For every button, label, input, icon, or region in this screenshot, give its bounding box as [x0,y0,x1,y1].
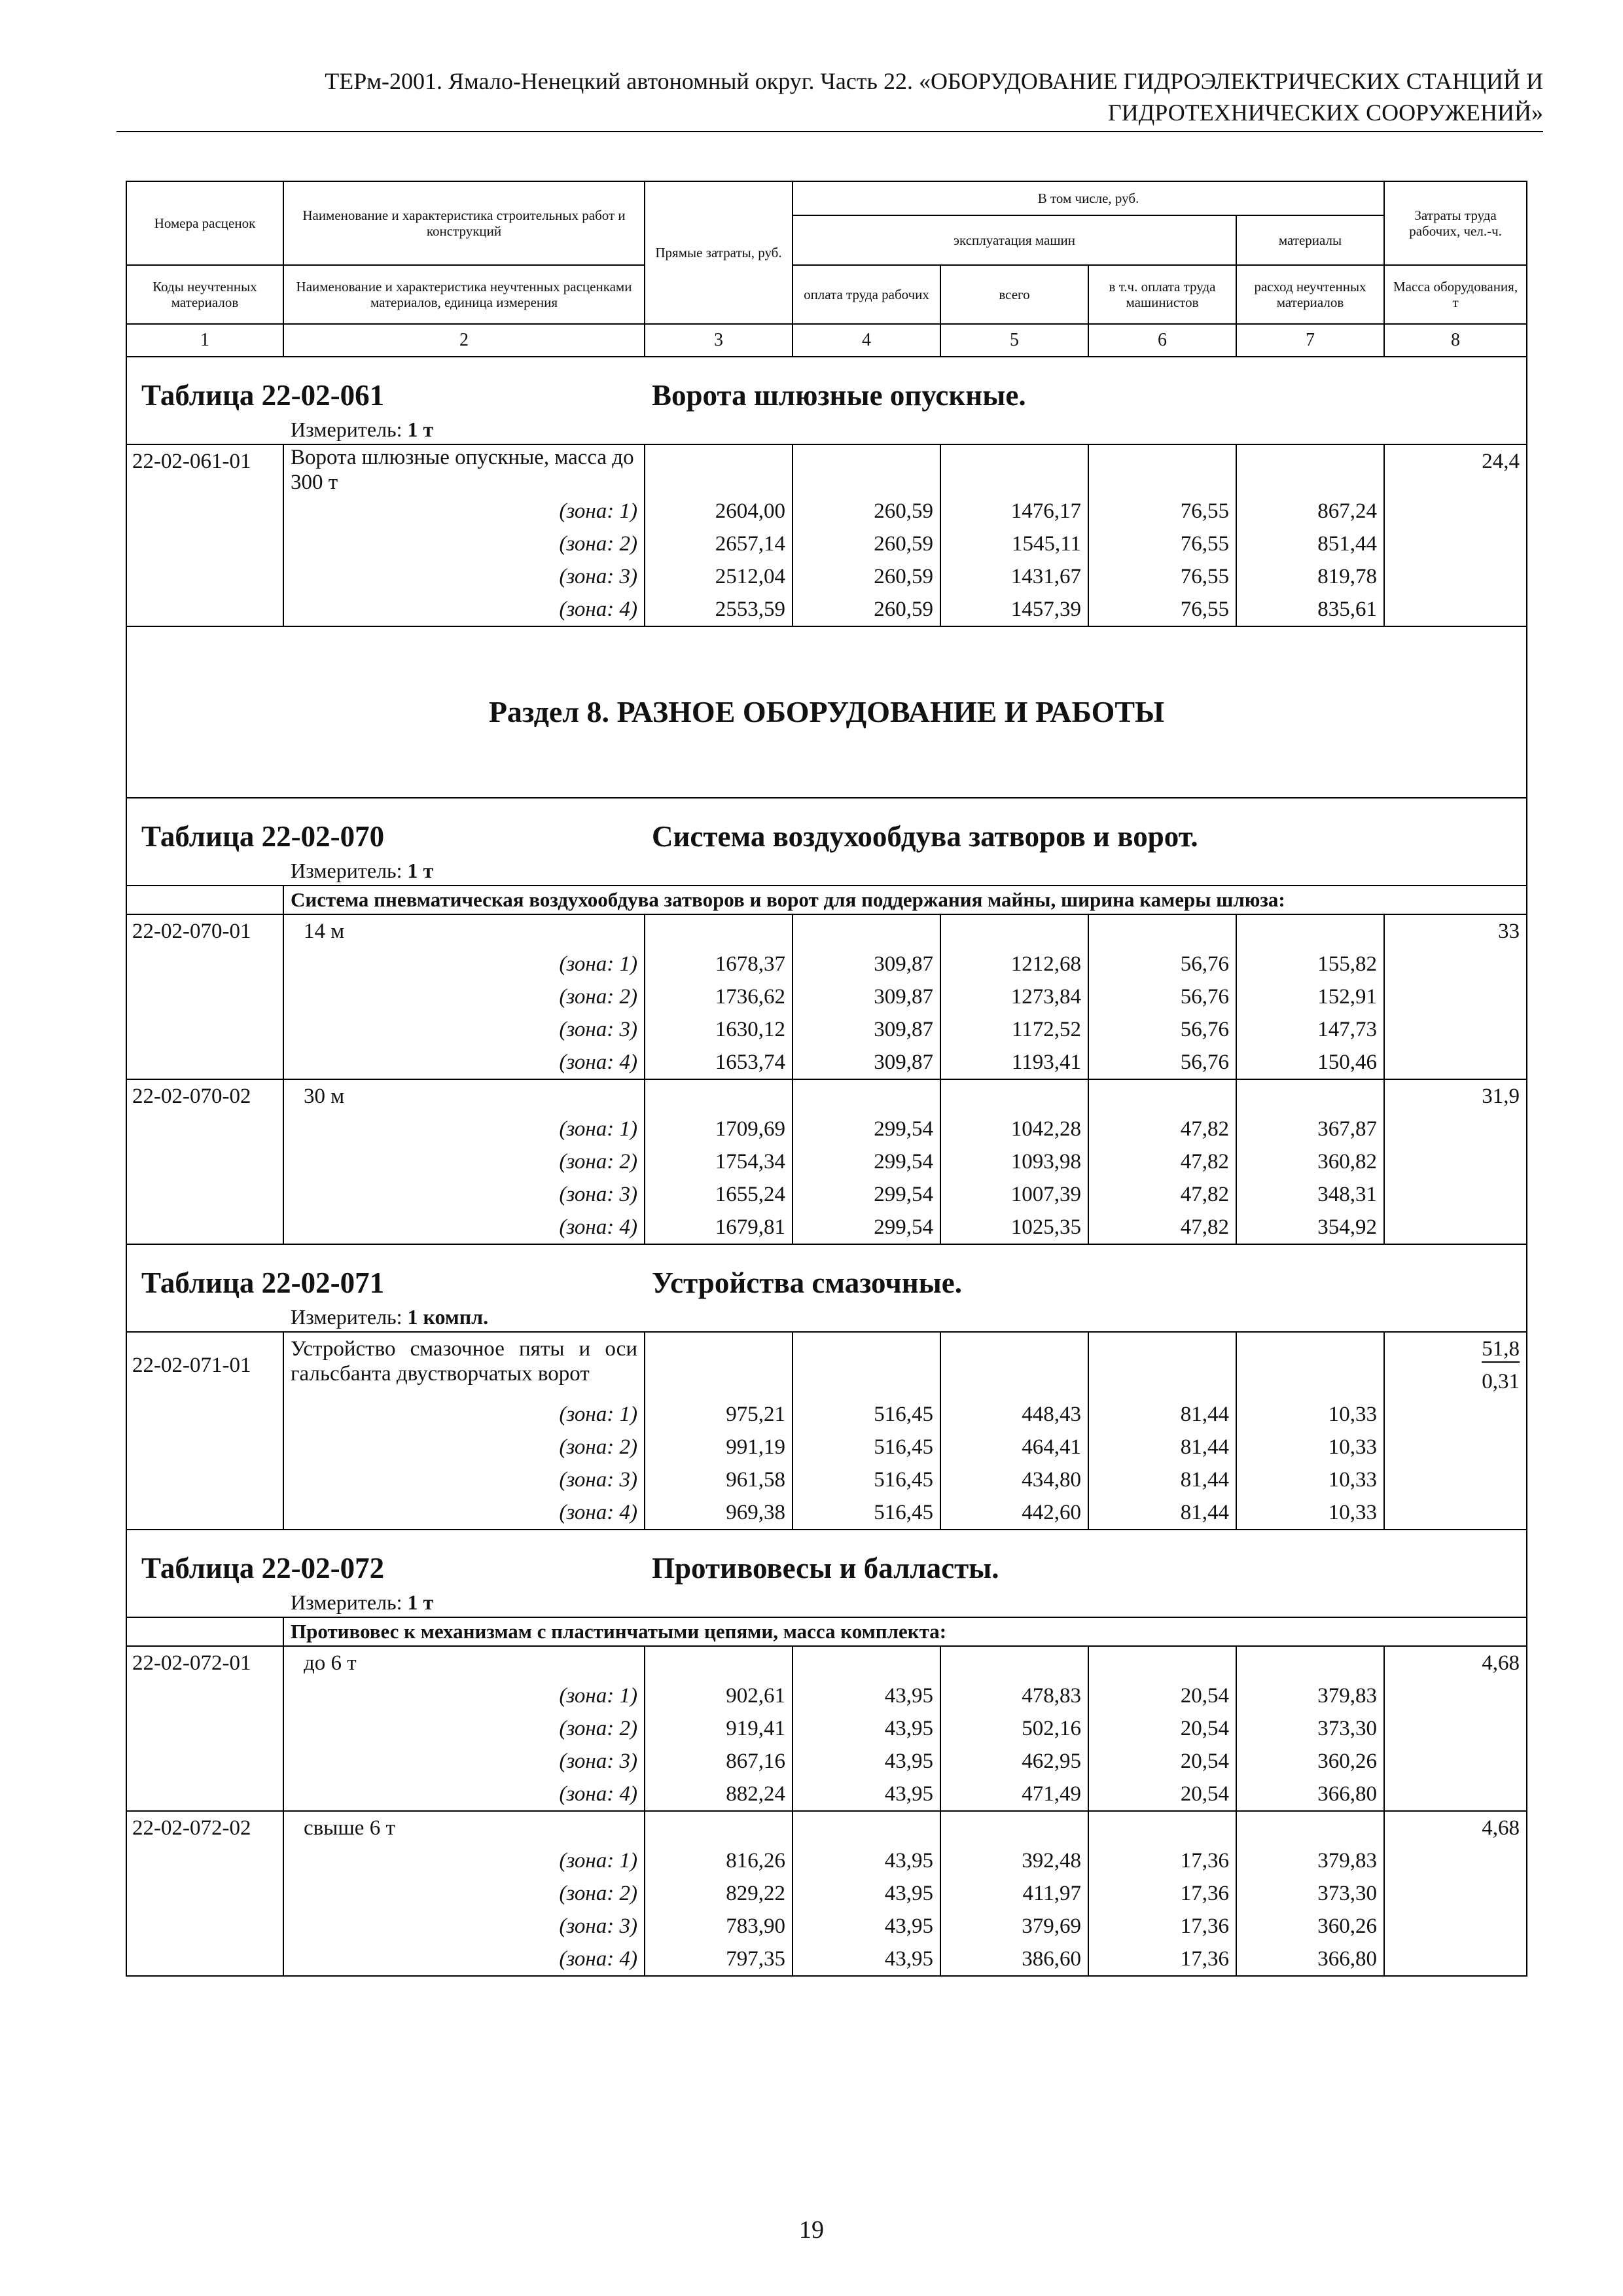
col-header-material-codes: Коды неучтенных материалов [126,265,283,324]
col-number: 5 [940,324,1088,357]
table-title: Таблица 22-02-061 [141,379,385,412]
zone-row [126,1844,1527,1877]
machines-total: 502,16 [940,1712,1088,1745]
direct-costs: 902,61 [645,1679,793,1712]
table-name: Противовесы и балласты. [652,1552,999,1585]
equipment-mass: 31,9 [1384,1079,1527,1113]
machines-total: 1193,41 [940,1046,1088,1079]
rate-code: 22-02-072-01 [126,1646,283,1679]
direct-costs: 961,58 [645,1463,793,1496]
operator-pay: 20,54 [1088,1745,1236,1778]
zone-label: (зона: 3) [283,1178,645,1211]
rate-code: 22-02-072-02 [126,1811,283,1844]
operator-pay: 17,36 [1088,1943,1236,1976]
materials-cost: 360,26 [1236,1910,1384,1943]
zone-label: (зона: 1) [283,948,645,980]
machines-total: 1172,52 [940,1013,1088,1046]
worker-pay: 309,87 [793,1046,940,1079]
col-number: 3 [645,324,793,357]
materials-cost: 10,33 [1236,1398,1384,1431]
worker-pay: 43,95 [793,1943,940,1976]
machines-total: 1431,67 [940,560,1088,593]
group-row [126,1617,1527,1646]
rate-row [126,1811,1527,1844]
worker-pay: 260,59 [793,495,940,528]
direct-costs: 882,24 [645,1778,793,1811]
machines-total: 1273,84 [940,980,1088,1013]
direct-costs: 969,38 [645,1496,793,1530]
direct-costs: 2657,14 [645,528,793,560]
worker-pay: 43,95 [793,1745,940,1778]
zone-label: (зона: 1) [283,1679,645,1712]
direct-costs: 2604,00 [645,495,793,528]
operator-pay: 56,76 [1088,1013,1236,1046]
zone-row [126,1778,1527,1811]
direct-costs: 1655,24 [645,1178,793,1211]
table-title: Таблица 22-02-072 [141,1552,385,1585]
equipment-mass: 24,4 [1384,444,1527,495]
zone-row [126,1211,1527,1244]
section-title: Раздел 8. РАЗНОЕ ОБОРУДОВАНИЕ И РАБОТЫ [126,626,1527,798]
zone-label: (зона: 3) [283,1463,645,1496]
group-description: Система пневматическая воздухообдува затворов и ворот для поддержания майны, ширина камеры шлюза: [283,886,1527,914]
worker-pay: 299,54 [793,1211,940,1244]
zone-row [126,1145,1527,1178]
worker-pay: 43,95 [793,1877,940,1910]
operator-pay: 47,82 [1088,1211,1236,1244]
measure-value: 1 т [407,1590,434,1614]
zone-label: (зона: 4) [283,593,645,626]
measure-label: Измеритель: [291,859,402,882]
col-number: 1 [126,324,283,357]
zone-row [126,1013,1527,1046]
equipment-mass: 0,31 [1482,1370,1520,1393]
materials-cost: 155,82 [1236,948,1384,980]
machines-total: 1042,28 [940,1113,1088,1145]
worker-pay: 43,95 [793,1910,940,1943]
materials-cost: 10,33 [1236,1431,1384,1463]
machines-total: 478,83 [940,1679,1088,1712]
measure-value: 1 т [407,418,434,441]
zone-row [126,1745,1527,1778]
direct-costs: 2512,04 [645,560,793,593]
zone-label: (зона: 4) [283,1943,645,1976]
group-description: Противовес к механизмам с пластинчатыми цепями, масса комплекта: [283,1617,1527,1646]
worker-pay: 299,54 [793,1113,940,1145]
worker-pay: 299,54 [793,1145,940,1178]
direct-costs: 797,35 [645,1943,793,1976]
operator-pay: 20,54 [1088,1712,1236,1745]
materials-cost: 867,24 [1236,495,1384,528]
zone-row [126,495,1527,528]
table-title: Таблица 22-02-070 [141,820,385,853]
price-table [126,181,1527,1977]
operator-pay: 20,54 [1088,1679,1236,1712]
zone-row [126,1463,1527,1496]
zone-label: (зона: 3) [283,1910,645,1943]
measure-value: 1 т [407,859,434,882]
worker-pay: 260,59 [793,593,940,626]
rate-description: Ворота шлюзные опускные, масса до 300 т [283,444,645,495]
rate-code: 22-02-071-01 [126,1332,283,1398]
direct-costs: 1653,74 [645,1046,793,1079]
operator-pay: 47,82 [1088,1145,1236,1178]
zone-label: (зона: 2) [283,1712,645,1745]
operator-pay: 81,44 [1088,1431,1236,1463]
table-name: Ворота шлюзные опускные. [652,379,1026,412]
zone-label: (зона: 3) [283,560,645,593]
col-header-material-names: Наименование и характеристика неучтенных расценками материалов, единица измерения [283,265,645,324]
zone-label: (зона: 1) [283,1398,645,1431]
direct-costs: 829,22 [645,1877,793,1910]
rate-row [126,444,1527,495]
zone-label: (зона: 4) [283,1046,645,1079]
direct-costs: 1736,62 [645,980,793,1013]
col-number: 2 [283,324,645,357]
group-row [126,886,1527,914]
equipment-mass: 4,68 [1384,1646,1527,1679]
page-number: 19 [799,2216,824,2244]
col-header-operator-pay: в т.ч. оплата труда машинистов [1088,265,1236,324]
table-title-row [126,1244,1527,1332]
rate-row [126,1646,1527,1679]
worker-pay: 260,59 [793,528,940,560]
direct-costs: 1679,81 [645,1211,793,1244]
machines-total: 448,43 [940,1398,1088,1431]
operator-pay: 76,55 [1088,495,1236,528]
direct-costs: 919,41 [645,1712,793,1745]
zone-row [126,1178,1527,1211]
machines-total: 411,97 [940,1877,1088,1910]
col-header-work-name: Наименование и характеристика строительных работ и конструкций [283,181,645,265]
header-rule [116,131,1543,132]
col-header-rate-numbers: Номера расценок [126,181,283,265]
col-header-labor-costs: Затраты труда рабочих, чел.-ч. [1384,181,1527,265]
zone-row [126,1877,1527,1910]
direct-costs: 2553,59 [645,593,793,626]
rate-code: 22-02-070-02 [126,1079,283,1113]
col-header-worker-pay: оплата труда рабочих [793,265,940,324]
direct-costs: 1709,69 [645,1113,793,1145]
zone-row [126,1496,1527,1530]
worker-pay: 260,59 [793,560,940,593]
zone-label: (зона: 4) [283,1211,645,1244]
zone-row [126,593,1527,626]
machines-total: 1007,39 [940,1178,1088,1211]
materials-cost: 10,33 [1236,1463,1384,1496]
machines-total: 1093,98 [940,1145,1088,1178]
measure-label: Измеритель: [291,1305,402,1329]
zone-row [126,980,1527,1013]
rate-description: свыше 6 т [283,1811,645,1844]
col-header-material-consumption: расход неучтенных материалов [1236,265,1384,324]
machines-total: 462,95 [940,1745,1088,1778]
measure-label: Измеритель: [291,1590,402,1614]
section-row [126,626,1527,798]
col-number: 4 [793,324,940,357]
materials-cost: 152,91 [1236,980,1384,1013]
zone-label: (зона: 2) [283,528,645,560]
zone-row [126,1431,1527,1463]
materials-cost: 851,44 [1236,528,1384,560]
table-name: Система воздухообдува затворов и ворот. [652,820,1198,853]
worker-pay: 516,45 [793,1463,940,1496]
zone-label: (зона: 3) [283,1013,645,1046]
machines-total: 386,60 [940,1943,1088,1976]
col-number: 6 [1088,324,1236,357]
materials-cost: 379,83 [1236,1844,1384,1877]
zone-label: (зона: 2) [283,980,645,1013]
operator-pay: 20,54 [1088,1778,1236,1811]
col-header-equipment-mass: Масса оборудования, т [1384,265,1527,324]
worker-pay: 309,87 [793,1013,940,1046]
operator-pay: 76,55 [1088,528,1236,560]
direct-costs: 975,21 [645,1398,793,1431]
materials-cost: 360,82 [1236,1145,1384,1178]
operator-pay: 76,55 [1088,593,1236,626]
col-header-machines-total: всего [940,265,1088,324]
rate-description: Устройство смазочное пяты и оси гальсбанта двустворчатых ворот [283,1332,645,1398]
worker-pay: 43,95 [793,1679,940,1712]
zone-row [126,1712,1527,1745]
direct-costs: 1630,12 [645,1013,793,1046]
zone-row [126,1113,1527,1145]
operator-pay: 17,36 [1088,1844,1236,1877]
zone-row [126,1679,1527,1712]
materials-cost: 348,31 [1236,1178,1384,1211]
direct-costs: 783,90 [645,1910,793,1943]
worker-pay: 516,45 [793,1496,940,1530]
zone-label: (зона: 1) [283,1113,645,1145]
zone-row [126,948,1527,980]
materials-cost: 147,73 [1236,1013,1384,1046]
operator-pay: 17,36 [1088,1877,1236,1910]
machines-total: 1476,17 [940,495,1088,528]
direct-costs: 816,26 [645,1844,793,1877]
rate-description: до 6 т [283,1646,645,1679]
materials-cost: 373,30 [1236,1712,1384,1745]
worker-pay: 309,87 [793,948,940,980]
col-number: 7 [1236,324,1384,357]
col-header-materials: материалы [1236,215,1384,265]
rate-row [126,1332,1527,1398]
operator-pay: 47,82 [1088,1113,1236,1145]
materials-cost: 360,26 [1236,1745,1384,1778]
operator-pay: 56,76 [1088,980,1236,1013]
materials-cost: 366,80 [1236,1943,1384,1976]
col-header-direct-costs: Прямые затраты, руб. [645,181,793,324]
zone-label: (зона: 1) [283,1844,645,1877]
rate-row [126,914,1527,948]
operator-pay: 81,44 [1088,1496,1236,1530]
zone-label: (зона: 2) [283,1145,645,1178]
rate-code: 22-02-070-01 [126,914,283,948]
zone-row [126,1910,1527,1943]
operator-pay: 17,36 [1088,1910,1236,1943]
direct-costs: 991,19 [645,1431,793,1463]
worker-pay: 516,45 [793,1431,940,1463]
zone-label: (зона: 4) [283,1778,645,1811]
materials-cost: 835,61 [1236,593,1384,626]
header-line-1: ТЕРм-2001. Ямало-Ненецкий автономный округ. Часть 22. «ОБОРУДОВАНИЕ ГИДРОЭЛЕКТРИЧЕСКИХ СТАНЦИЙ И [325,68,1543,94]
zone-row [126,528,1527,560]
materials-cost: 819,78 [1236,560,1384,593]
worker-pay: 43,95 [793,1778,940,1811]
worker-pay: 43,95 [793,1844,940,1877]
table-title: Таблица 22-02-071 [141,1266,385,1299]
zone-row [126,1046,1527,1079]
materials-cost: 10,33 [1236,1496,1384,1530]
materials-cost: 373,30 [1236,1877,1384,1910]
rate-description: 14 м [283,914,645,948]
worker-pay: 516,45 [793,1398,940,1431]
machines-total: 1025,35 [940,1211,1088,1244]
materials-cost: 367,87 [1236,1113,1384,1145]
direct-costs: 1754,34 [645,1145,793,1178]
materials-cost: 366,80 [1236,1778,1384,1811]
direct-costs: 1678,37 [645,948,793,980]
running-header [116,65,1543,128]
zone-row [126,560,1527,593]
measure-label: Измеритель: [291,418,402,441]
machines-total: 1457,39 [940,593,1088,626]
worker-pay: 43,95 [793,1712,940,1745]
table-name: Устройства смазочные. [652,1266,963,1299]
machines-total: 471,49 [940,1778,1088,1811]
direct-costs: 867,16 [645,1745,793,1778]
operator-pay: 47,82 [1088,1178,1236,1211]
operator-pay: 56,76 [1088,1046,1236,1079]
worker-pay: 309,87 [793,980,940,1013]
materials-cost: 379,83 [1236,1679,1384,1712]
zone-label: (зона: 2) [283,1877,645,1910]
operator-pay: 81,44 [1088,1463,1236,1496]
labor-costs: 51,8 [1482,1336,1520,1363]
table-title-row [126,798,1527,886]
rate-row [126,1079,1527,1113]
col-number: 8 [1384,324,1527,357]
table-title-row [126,357,1527,444]
operator-pay: 56,76 [1088,948,1236,980]
machines-total: 379,69 [940,1910,1088,1943]
machines-total: 1212,68 [940,948,1088,980]
col-header-machines: эксплуатация машин [793,215,1236,265]
zone-label: (зона: 4) [283,1496,645,1530]
zone-label: (зона: 2) [283,1431,645,1463]
worker-pay: 299,54 [793,1178,940,1211]
machines-total: 464,41 [940,1431,1088,1463]
col-header-including: В том числе, руб. [793,181,1384,215]
measure-value: 1 компл. [407,1305,489,1329]
header-line-2: ГИДРОТЕХНИЧЕСКИХ СООРУЖЕНИЙ» [1107,99,1543,126]
table-title-row [126,1530,1527,1617]
operator-pay: 81,44 [1088,1398,1236,1431]
materials-cost: 354,92 [1236,1211,1384,1244]
rate-description: 30 м [283,1079,645,1113]
zone-row [126,1943,1527,1976]
equipment-mass: 4,68 [1384,1811,1527,1844]
zone-label: (зона: 3) [283,1745,645,1778]
machines-total: 1545,11 [940,528,1088,560]
zone-label: (зона: 1) [283,495,645,528]
rate-code: 22-02-061-01 [126,444,283,495]
equipment-mass: 33 [1384,914,1527,948]
operator-pay: 76,55 [1088,560,1236,593]
materials-cost: 150,46 [1236,1046,1384,1079]
machines-total: 434,80 [940,1463,1088,1496]
zone-row [126,1398,1527,1431]
machines-total: 442,60 [940,1496,1088,1530]
machines-total: 392,48 [940,1844,1088,1877]
